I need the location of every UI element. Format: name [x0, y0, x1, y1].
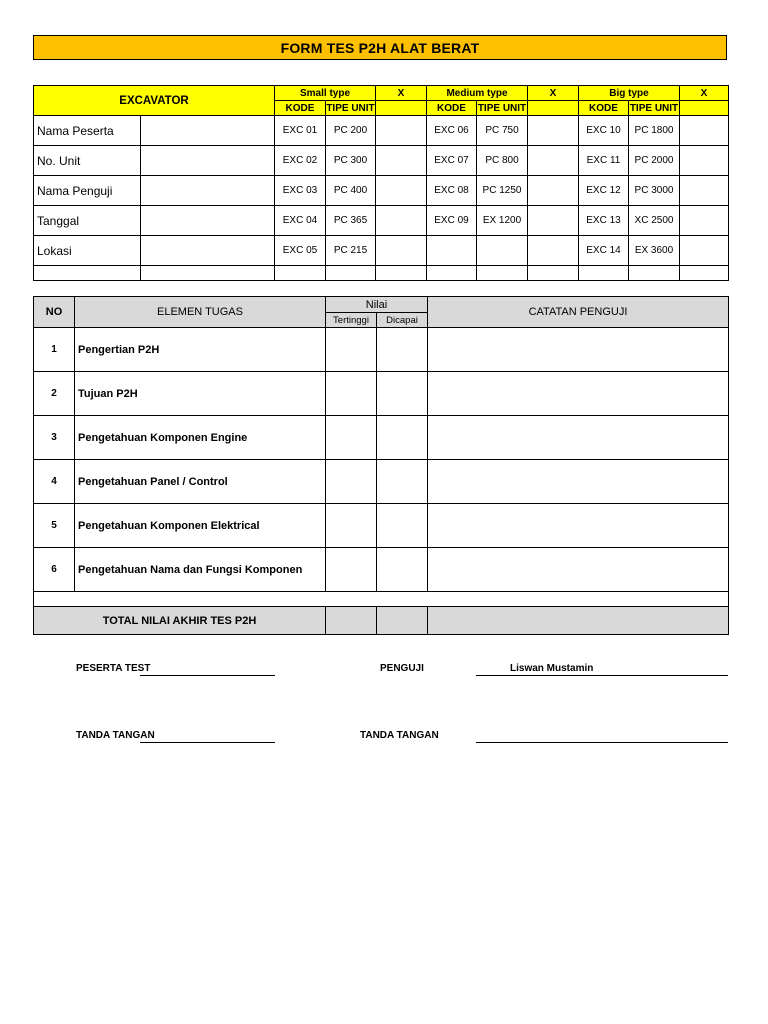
- tertinggi-cell[interactable]: [326, 460, 377, 504]
- empty-cell: [477, 266, 528, 281]
- tipe-cell: PC 1250: [477, 176, 528, 206]
- big-type-header: Big type: [579, 86, 680, 101]
- tipe-cell: PC 750: [477, 116, 528, 146]
- mark-cell[interactable]: [680, 116, 729, 146]
- mark-cell[interactable]: [680, 146, 729, 176]
- empty-cell: [528, 101, 579, 116]
- tipe-cell: PC 200: [326, 116, 376, 146]
- medium-type-header: Medium type: [427, 86, 528, 101]
- task-name: Pengertian P2H: [75, 328, 326, 372]
- task-header: ELEMEN TUGAS: [75, 297, 326, 328]
- empty-cell: [579, 266, 629, 281]
- no-header: NO: [34, 297, 75, 328]
- kode-cell: EXC 13: [579, 206, 629, 236]
- input-cell[interactable]: [141, 176, 275, 206]
- dicapai-cell[interactable]: [377, 460, 428, 504]
- tipe-cell: PC 365: [326, 206, 376, 236]
- task-name: Pengetahuan Komponen Elektrical: [75, 504, 326, 548]
- table-row: [34, 460, 729, 504]
- dicapai-cell[interactable]: [377, 328, 428, 372]
- task-name: Pengetahuan Panel / Control: [75, 460, 326, 504]
- empty-cell: [629, 266, 680, 281]
- row-label: Tanggal: [34, 206, 141, 236]
- spacer-row: [34, 592, 729, 607]
- total-tertinggi-cell[interactable]: [326, 607, 377, 635]
- penguji-signature-line[interactable]: [476, 675, 728, 676]
- tipe-cell: PC 300: [326, 146, 376, 176]
- kode-cell: EXC 04: [275, 206, 326, 236]
- kode-header: KODE: [427, 101, 477, 116]
- table-row: [34, 504, 729, 548]
- ttd-right-line[interactable]: [476, 742, 728, 743]
- total-row: [34, 607, 729, 635]
- tipe-cell: PC 400: [326, 176, 376, 206]
- table-row: [34, 328, 729, 372]
- kode-cell: EXC 12: [579, 176, 629, 206]
- small-type-mark: X: [376, 86, 427, 101]
- kode-cell: EXC 01: [275, 116, 326, 146]
- kode-cell: EXC 08: [427, 176, 477, 206]
- empty-cell: [528, 266, 579, 281]
- notes-cell[interactable]: [428, 504, 729, 548]
- tertinggi-cell[interactable]: [326, 328, 377, 372]
- ttd-right-label: TANDA TANGAN: [360, 730, 439, 741]
- task-number: 2: [34, 372, 75, 416]
- mark-cell[interactable]: [528, 206, 579, 236]
- task-number: 6: [34, 548, 75, 592]
- row-label: Lokasi: [34, 236, 141, 266]
- nilai-header: Nilai: [326, 297, 428, 313]
- kode-cell: EXC 14: [579, 236, 629, 266]
- notes-cell[interactable]: [428, 372, 729, 416]
- task-number: 4: [34, 460, 75, 504]
- kode-header: KODE: [579, 101, 629, 116]
- mark-cell[interactable]: [680, 206, 729, 236]
- penguji-label: PENGUJI: [380, 663, 424, 674]
- kode-cell: EXC 03: [275, 176, 326, 206]
- mark-cell[interactable]: [528, 236, 579, 266]
- notes-cell[interactable]: [428, 460, 729, 504]
- unit-table: [33, 85, 729, 281]
- tipe-cell: [477, 236, 528, 266]
- peserta-label: PESERTA TEST: [76, 663, 151, 674]
- mark-cell[interactable]: [376, 176, 427, 206]
- table-row: [34, 176, 729, 206]
- kode-cell: EXC 05: [275, 236, 326, 266]
- table-row: [34, 416, 729, 460]
- total-notes-cell[interactable]: [428, 607, 729, 635]
- dicapai-cell[interactable]: [377, 548, 428, 592]
- tipe-cell: PC 3000: [629, 176, 680, 206]
- notes-cell[interactable]: [428, 548, 729, 592]
- task-name: Pengetahuan Nama dan Fungsi Komponen: [75, 548, 326, 592]
- tipe-cell: PC 215: [326, 236, 376, 266]
- table-row: [34, 116, 729, 146]
- task-number: 5: [34, 504, 75, 548]
- table-row: [34, 266, 729, 281]
- empty-cell: [376, 101, 427, 116]
- kode-cell: EXC 06: [427, 116, 477, 146]
- notes-header: CATATAN PENGUJI: [428, 297, 729, 328]
- tertinggi-cell[interactable]: [326, 416, 377, 460]
- table-row: [34, 548, 729, 592]
- mark-cell[interactable]: [376, 116, 427, 146]
- empty-cell: [326, 266, 376, 281]
- kode-cell: [427, 236, 477, 266]
- row-label: Nama Penguji: [34, 176, 141, 206]
- dicapai-cell[interactable]: [377, 372, 428, 416]
- task-name: Pengetahuan Komponen Engine: [75, 416, 326, 460]
- big-type-mark: X: [680, 86, 729, 101]
- empty-cell: [680, 266, 729, 281]
- table-row: [34, 206, 729, 236]
- total-dicapai-cell[interactable]: [377, 607, 428, 635]
- tipe-cell: EX 1200: [477, 206, 528, 236]
- tipe-unit-header: TIPE UNIT: [326, 102, 375, 114]
- tertinggi-cell[interactable]: [326, 504, 377, 548]
- mark-cell[interactable]: [680, 236, 729, 266]
- input-cell[interactable]: [141, 146, 275, 176]
- empty-cell: [680, 101, 729, 116]
- empty-cell: [34, 592, 729, 607]
- tipe-unit-header: TIPE UNIT: [477, 102, 527, 114]
- penguji-name: Liswan Mustamin: [510, 663, 594, 674]
- tertinggi-cell[interactable]: [326, 372, 377, 416]
- kode-cell: EXC 02: [275, 146, 326, 176]
- category-header: EXCAVATOR: [34, 86, 275, 116]
- kode-cell: EXC 11: [579, 146, 629, 176]
- table-row: [34, 146, 729, 176]
- kode-cell: EXC 07: [427, 146, 477, 176]
- form-title: FORM TES P2H ALAT BERAT: [33, 35, 727, 60]
- dicapai-cell[interactable]: [377, 416, 428, 460]
- peserta-signature-line[interactable]: [140, 675, 275, 676]
- tipe-cell: PC 800: [477, 146, 528, 176]
- tertinggi-header: Tertinggi: [326, 313, 377, 328]
- small-type-header: Small type: [275, 86, 376, 101]
- tipe-cell: PC 1800: [629, 116, 680, 146]
- table-row: [34, 372, 729, 416]
- mark-cell[interactable]: [376, 236, 427, 266]
- ttd-left-line[interactable]: [140, 742, 275, 743]
- empty-cell: [34, 266, 141, 281]
- mark-cell[interactable]: [376, 206, 427, 236]
- tipe-cell: PC 2000: [629, 146, 680, 176]
- empty-cell: [427, 266, 477, 281]
- input-cell[interactable]: [141, 116, 275, 146]
- kode-header: KODE: [275, 101, 326, 116]
- empty-cell: [275, 266, 326, 281]
- mark-cell[interactable]: [528, 176, 579, 206]
- mark-cell[interactable]: [528, 116, 579, 146]
- mark-cell[interactable]: [680, 176, 729, 206]
- dicapai-cell[interactable]: [377, 504, 428, 548]
- tertinggi-cell[interactable]: [326, 548, 377, 592]
- notes-cell[interactable]: [428, 416, 729, 460]
- mark-cell[interactable]: [376, 146, 427, 176]
- mark-cell[interactable]: [528, 146, 579, 176]
- ttd-left-label: TANDA TANGAN: [76, 730, 155, 741]
- empty-cell: [141, 266, 275, 281]
- row-label: Nama Peserta: [34, 116, 141, 146]
- task-table: [33, 296, 729, 635]
- notes-cell[interactable]: [428, 328, 729, 372]
- tipe-unit-header: TIPE UNIT: [629, 102, 679, 114]
- task-name: Tujuan P2H: [75, 372, 326, 416]
- row-label: No. Unit: [34, 146, 141, 176]
- input-cell[interactable]: [141, 236, 275, 266]
- empty-cell: [376, 266, 427, 281]
- task-number: 3: [34, 416, 75, 460]
- task-number: 1: [34, 328, 75, 372]
- total-label: TOTAL NILAI AKHIR TES P2H: [34, 607, 326, 635]
- kode-cell: EXC 10: [579, 116, 629, 146]
- input-cell[interactable]: [141, 206, 275, 236]
- medium-type-mark: X: [528, 86, 579, 101]
- dicapai-header: Dicapai: [377, 313, 428, 328]
- table-row: [34, 236, 729, 266]
- kode-cell: EXC 09: [427, 206, 477, 236]
- tipe-cell: EX 3600: [629, 236, 680, 266]
- tipe-cell: XC 2500: [629, 206, 680, 236]
